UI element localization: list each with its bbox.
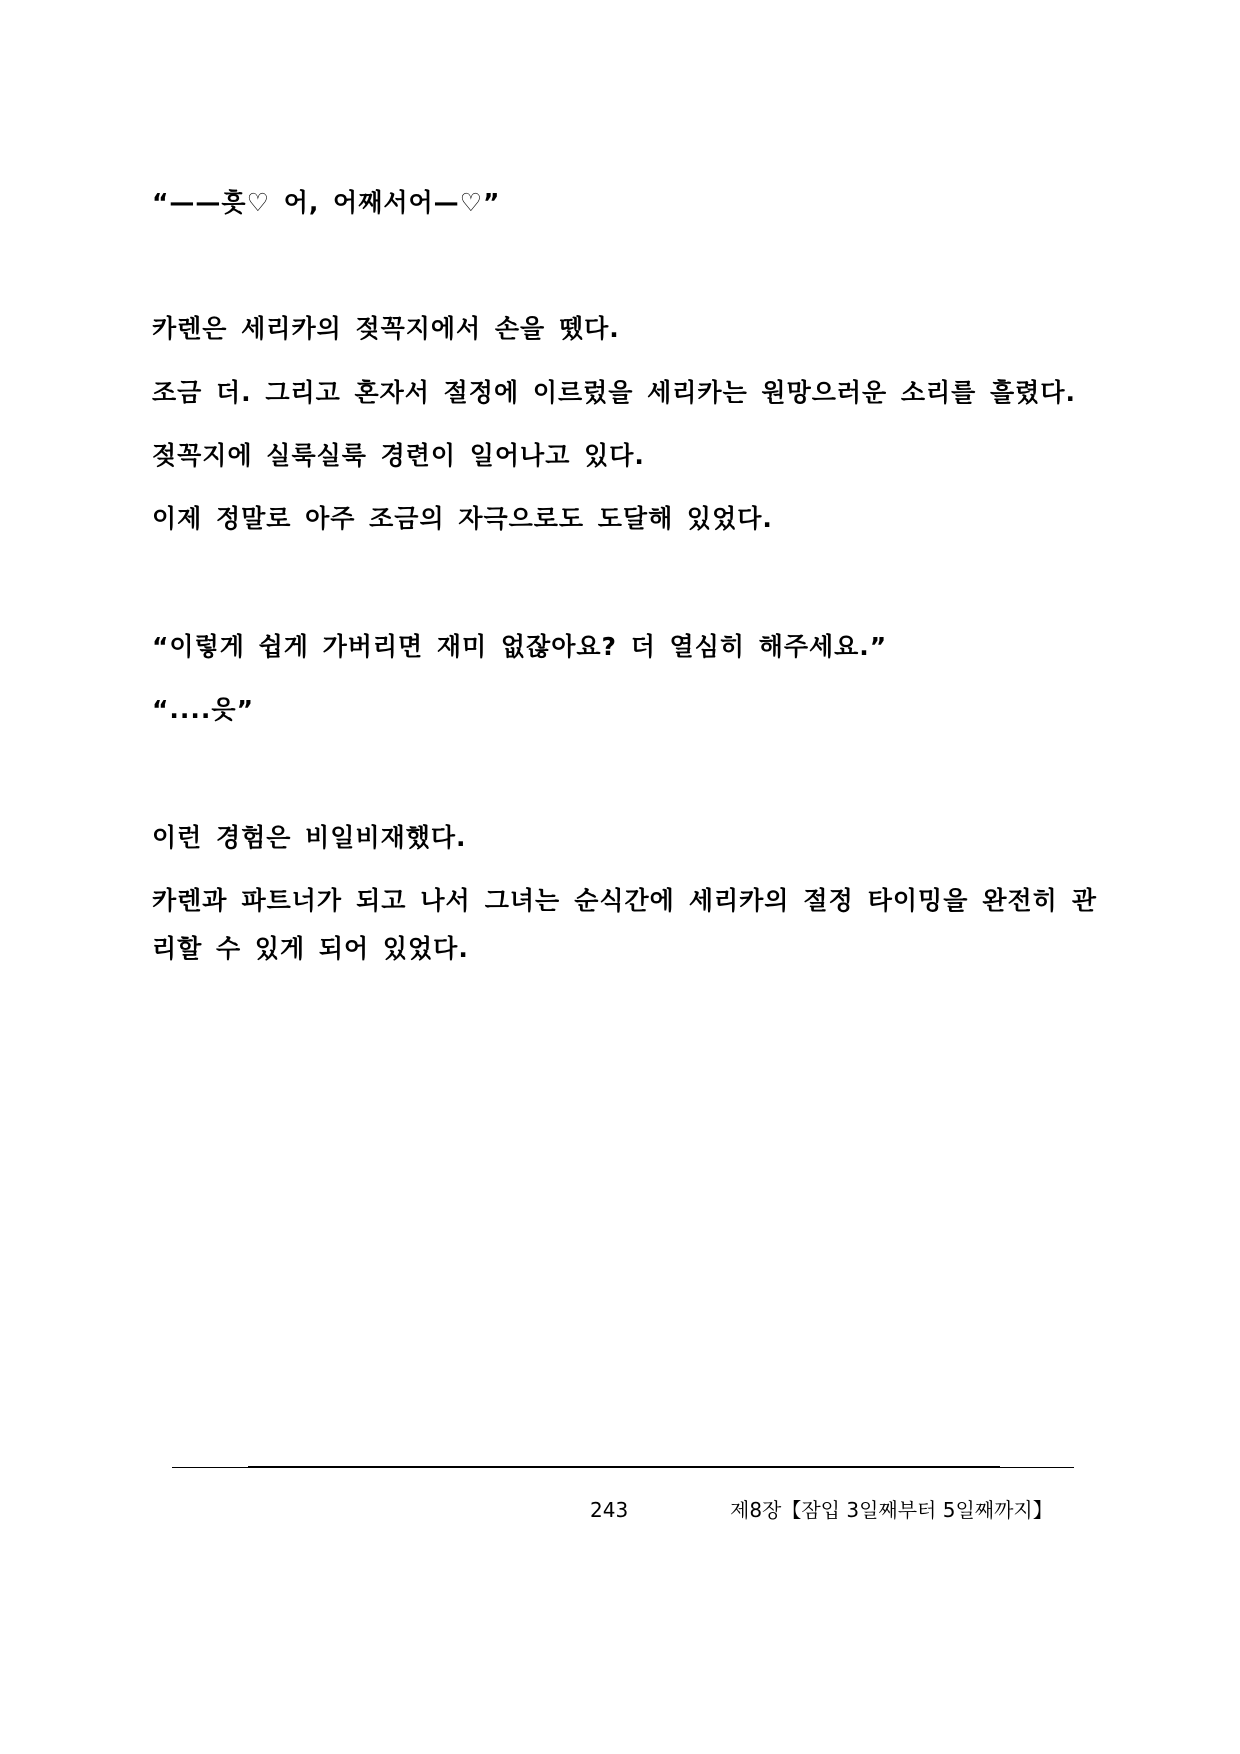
paragraph-2: 카렌은 세리카의 젖꼭지에서 손을 뗐다. [152,314,620,343]
paragraph-5: 이제 정말로 아주 조금의 자극으로도 도달해 있었다. [152,504,773,533]
page-number: 243 [590,1498,629,1522]
footer-divider-accent [248,1466,1000,1468]
paragraph-4: 젖꼭지에 실룩실룩 경련이 일어나고 있다. [152,441,645,470]
paragraph-8: 이런 경험은 비일비재했다. [152,823,467,852]
paragraph-9: 카렌과 파트너가 되고 나서 그녀는 순식간에 세리카의 절정 타이밍을 완전히 관리할 수 있게 되어 있었다. [152,886,1097,963]
paragraph-1: “——흣♡ 어, 어째서어—♡” [152,188,501,217]
chapter-title: 제8장【잠입 3일째부터 5일째까지】 [730,1498,1053,1522]
paragraph-3: 조금 더. 그리고 혼자서 절정에 이르렀을 세리카는 원망으러운 소리를 흘렸다. [152,378,1076,407]
paragraph-6: “이렇게 쉽게 가버리면 재미 없잖아요? 더 열심히 해주세요.” [152,632,888,661]
paragraph-7: “....읏” [152,695,254,724]
